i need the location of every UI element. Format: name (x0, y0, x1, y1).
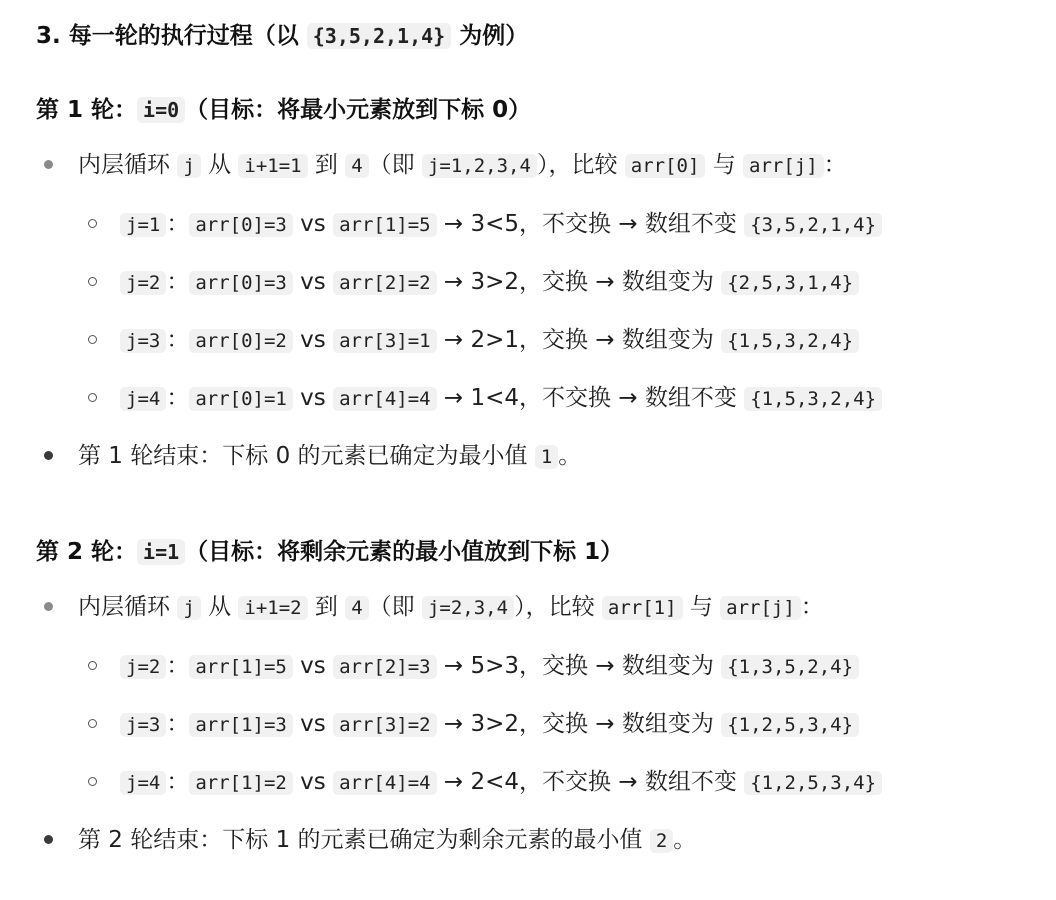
bullet-circle (88, 219, 97, 228)
text: vs (292, 653, 334, 679)
bullet-dot (44, 835, 53, 844)
text: 内层循环 (78, 594, 178, 620)
inline-code: arr[0] (625, 154, 706, 178)
text: vs (292, 211, 334, 237)
text: 第 2 轮结束：下标 1 的元素已确定为剩余元素的最小值 (78, 827, 650, 853)
round2-inner-loop-item (36, 578, 1056, 811)
step-result: → 2>1，交换 → 数组变为 (436, 327, 722, 353)
text: ： (823, 152, 847, 178)
step-result: → 3<5，不交换 → 数组不变 (436, 211, 745, 237)
section-title-code: {3,5,2,1,4} (307, 23, 451, 49)
inline-code: arr[j] (743, 154, 824, 178)
round2-steps (78, 637, 1056, 811)
text: vs (292, 385, 334, 411)
step-right: arr[1]=5 (333, 213, 437, 237)
section-title (36, 19, 1056, 53)
round1-list (36, 136, 1056, 485)
step-j: j=2 (120, 655, 166, 679)
round1-step (78, 253, 1056, 311)
round1-heading-prefix: 第 1 轮： (36, 97, 138, 123)
round2-list (36, 578, 1056, 869)
inline-code: j=2,3,4 (422, 596, 514, 620)
text: ： (166, 653, 190, 679)
step-result: → 2<4，不交换 → 数组不变 (436, 769, 745, 795)
text: ： (166, 327, 190, 353)
text: ： (800, 594, 824, 620)
round2-heading-suffix: （目标：将剩余元素的最小值放到下标 1） (185, 539, 624, 565)
round1-step (78, 311, 1056, 369)
bullet-circle (88, 719, 97, 728)
text: vs (292, 769, 334, 795)
bullet-dot (44, 602, 53, 611)
step-result: → 1<4，不交换 → 数组不变 (436, 385, 745, 411)
step-result: → 5>3，交换 → 数组变为 (436, 653, 722, 679)
bullet-circle (88, 393, 97, 402)
round2-heading-prefix: 第 2 轮： (36, 539, 138, 565)
step-right: arr[3]=1 (333, 329, 437, 353)
step-array: {1,3,5,2,4} (721, 655, 859, 679)
round2-heading (36, 535, 1056, 569)
bullet-circle (88, 777, 97, 786)
text: ），比较 (536, 152, 625, 178)
text: 到 (307, 152, 346, 178)
step-right: arr[3]=2 (333, 713, 437, 737)
step-j: j=3 (120, 329, 166, 353)
text: ），比较 (514, 594, 602, 620)
inline-code: 1 (535, 445, 558, 469)
inline-code: arr[j] (720, 596, 801, 620)
text: ： (166, 711, 190, 737)
round2-step (78, 753, 1056, 811)
step-j: j=2 (120, 271, 166, 295)
step-array: {1,5,3,2,4} (744, 387, 882, 411)
text: 从 (200, 594, 239, 620)
inline-code: 4 (345, 596, 368, 620)
round1-step (78, 369, 1056, 427)
step-j: j=4 (120, 387, 166, 411)
bullet-dot (44, 160, 53, 169)
inline-code: i+1=1 (238, 154, 307, 178)
text: 。 (673, 827, 697, 853)
step-array: {1,2,5,3,4} (721, 713, 859, 737)
step-right: arr[2]=3 (333, 655, 437, 679)
text: vs (292, 711, 334, 737)
step-array: {3,5,2,1,4} (744, 213, 882, 237)
step-left: arr[1]=5 (189, 655, 293, 679)
text: 第 1 轮结束：下标 0 的元素已确定为最小值 (78, 443, 535, 469)
round1-step (78, 195, 1056, 253)
section-title-prefix: 3. 每一轮的执行过程（以 (36, 23, 307, 49)
round2-heading-code: i=1 (137, 539, 185, 565)
text: 。 (558, 443, 582, 469)
round1-steps (78, 195, 1056, 427)
text: 与 (682, 594, 721, 620)
bullet-circle (88, 661, 97, 670)
text: 内层循环 (78, 152, 178, 178)
text: vs (292, 269, 334, 295)
inline-code: j=1,2,3,4 (422, 154, 537, 178)
step-left: arr[1]=2 (189, 771, 293, 795)
step-right: arr[2]=2 (333, 271, 437, 295)
round1-inner-loop-item (36, 136, 1056, 427)
step-left: arr[1]=3 (189, 713, 293, 737)
text: ： (166, 769, 190, 795)
bullet-dot (44, 451, 53, 460)
step-array: {1,2,5,3,4} (744, 771, 882, 795)
step-left: arr[0]=2 (189, 329, 293, 353)
step-left: arr[0]=3 (189, 213, 293, 237)
step-left: arr[0]=1 (189, 387, 293, 411)
text: 到 (307, 594, 346, 620)
round1-heading (36, 93, 1056, 127)
inline-code: 2 (650, 829, 673, 853)
bullet-circle (88, 335, 97, 344)
text: vs (292, 327, 334, 353)
text: ： (166, 211, 190, 237)
inline-code: i+1=2 (238, 596, 307, 620)
step-j: j=1 (120, 213, 166, 237)
round2-step (78, 695, 1056, 753)
text: ： (166, 385, 190, 411)
round1-heading-code: i=0 (137, 97, 185, 123)
step-array: {1,5,3,2,4} (721, 329, 859, 353)
section-title-suffix: 为例） (451, 23, 529, 49)
round2-summary-item (36, 811, 1056, 869)
text: 从 (200, 152, 239, 178)
inline-code: arr[1] (602, 596, 683, 620)
step-right: arr[4]=4 (333, 771, 437, 795)
step-array: {2,5,3,1,4} (721, 271, 859, 295)
step-j: j=4 (120, 771, 166, 795)
inline-code: 4 (345, 154, 368, 178)
step-left: arr[0]=3 (189, 271, 293, 295)
step-j: j=3 (120, 713, 166, 737)
text: 与 (705, 152, 744, 178)
text: （即 (368, 594, 422, 620)
inline-code: j (177, 596, 200, 620)
text: （即 (368, 152, 422, 178)
round1-heading-suffix: （目标：将最小元素放到下标 0） (185, 97, 532, 123)
round2-step (78, 637, 1056, 695)
text: ： (166, 269, 190, 295)
bullet-circle (88, 277, 97, 286)
step-result: → 3>2，交换 → 数组变为 (436, 269, 722, 295)
step-right: arr[4]=4 (333, 387, 437, 411)
inline-code: j (177, 154, 200, 178)
step-result: → 3>2，交换 → 数组变为 (436, 711, 722, 737)
round1-summary-item (36, 427, 1056, 485)
